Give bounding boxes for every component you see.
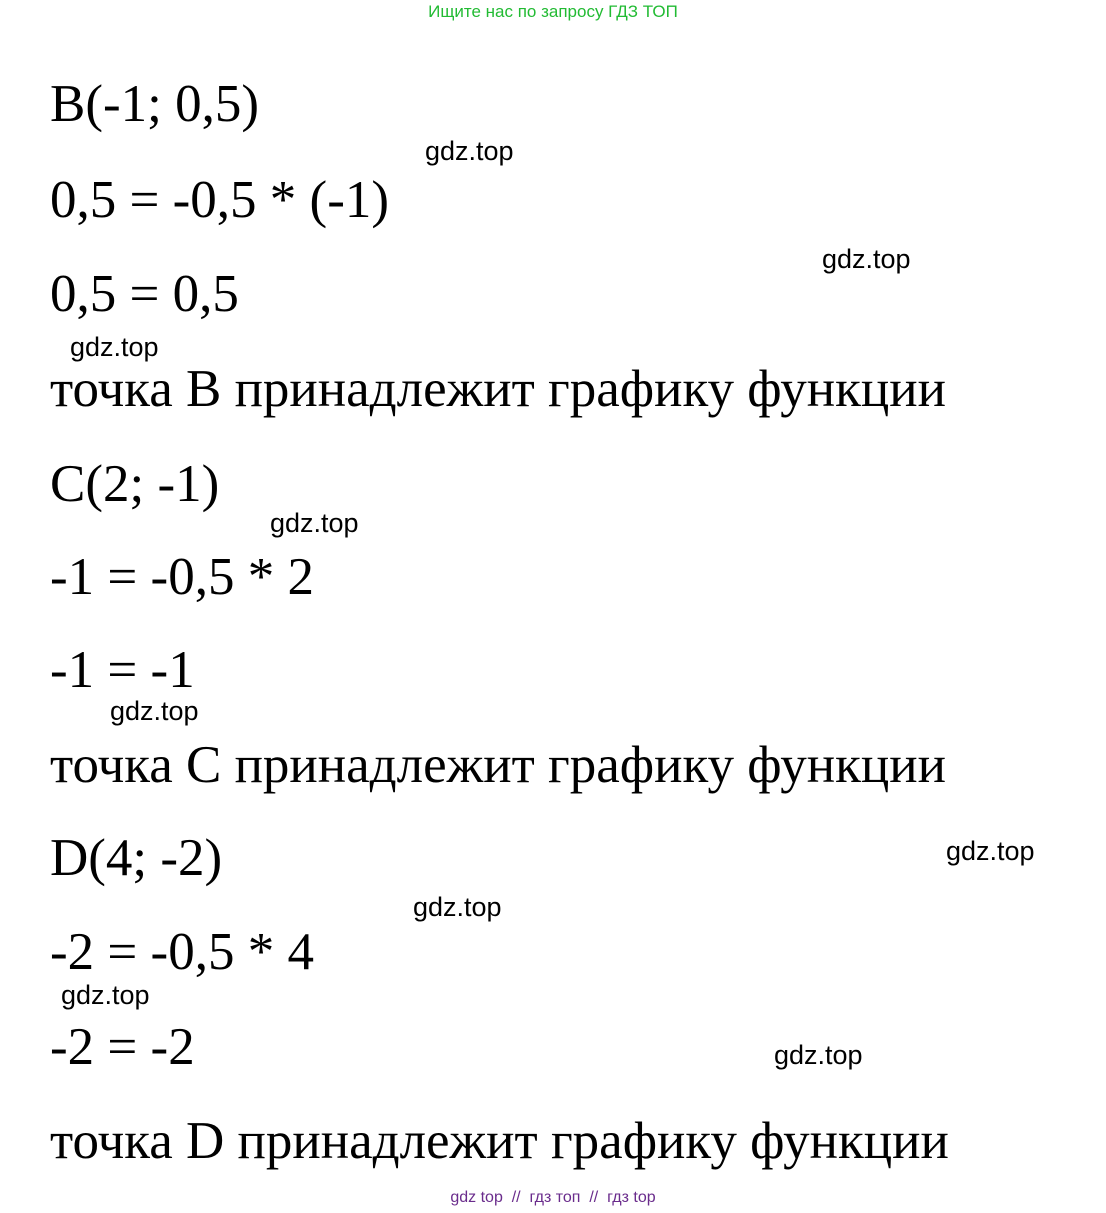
point-c-result: -1 = -1: [50, 641, 195, 699]
footer-links: [0, 1187, 1106, 1209]
watermark: gdz.top: [61, 980, 150, 1010]
watermark: gdz.top: [774, 1040, 863, 1070]
watermark: gdz.top: [425, 136, 514, 166]
watermark: gdz.top: [110, 696, 199, 726]
point-c-conclusion: точка C принадлежит графику функции: [50, 736, 946, 794]
point-c-equation: -1 = -0,5 * 2: [50, 548, 314, 606]
search-hint-header: Ищите нас по запросу ГДЗ ТОП: [428, 2, 678, 21]
footer-separator: //: [589, 1189, 599, 1206]
point-d-result: -2 = -2: [50, 1018, 195, 1076]
watermark: gdz.top: [70, 332, 159, 362]
point-b-conclusion: точка B принадлежит графику функции: [50, 360, 946, 418]
point-c-label: C(2; -1): [50, 455, 220, 513]
footer-link-gdz-top-mixed[interactable]: гдз top: [607, 1189, 656, 1206]
watermark: gdz.top: [413, 892, 502, 922]
watermark: gdz.top: [822, 244, 911, 274]
footer-link-gdz-top-ru[interactable]: гдз топ: [529, 1189, 581, 1206]
footer-separator: //: [511, 1189, 521, 1206]
footer-link-gdz-top[interactable]: gdz top: [450, 1189, 503, 1206]
point-b-label: B(-1; 0,5): [50, 75, 260, 133]
watermark: gdz.top: [270, 508, 359, 538]
watermark: gdz.top: [946, 836, 1035, 866]
point-d-equation: -2 = -0,5 * 4: [50, 923, 314, 981]
point-b-result: 0,5 = 0,5: [50, 265, 239, 323]
point-d-label: D(4; -2): [50, 829, 223, 887]
point-b-equation: 0,5 = -0,5 * (-1): [50, 171, 389, 229]
point-d-conclusion: точка D принадлежит графику функции: [50, 1112, 949, 1170]
